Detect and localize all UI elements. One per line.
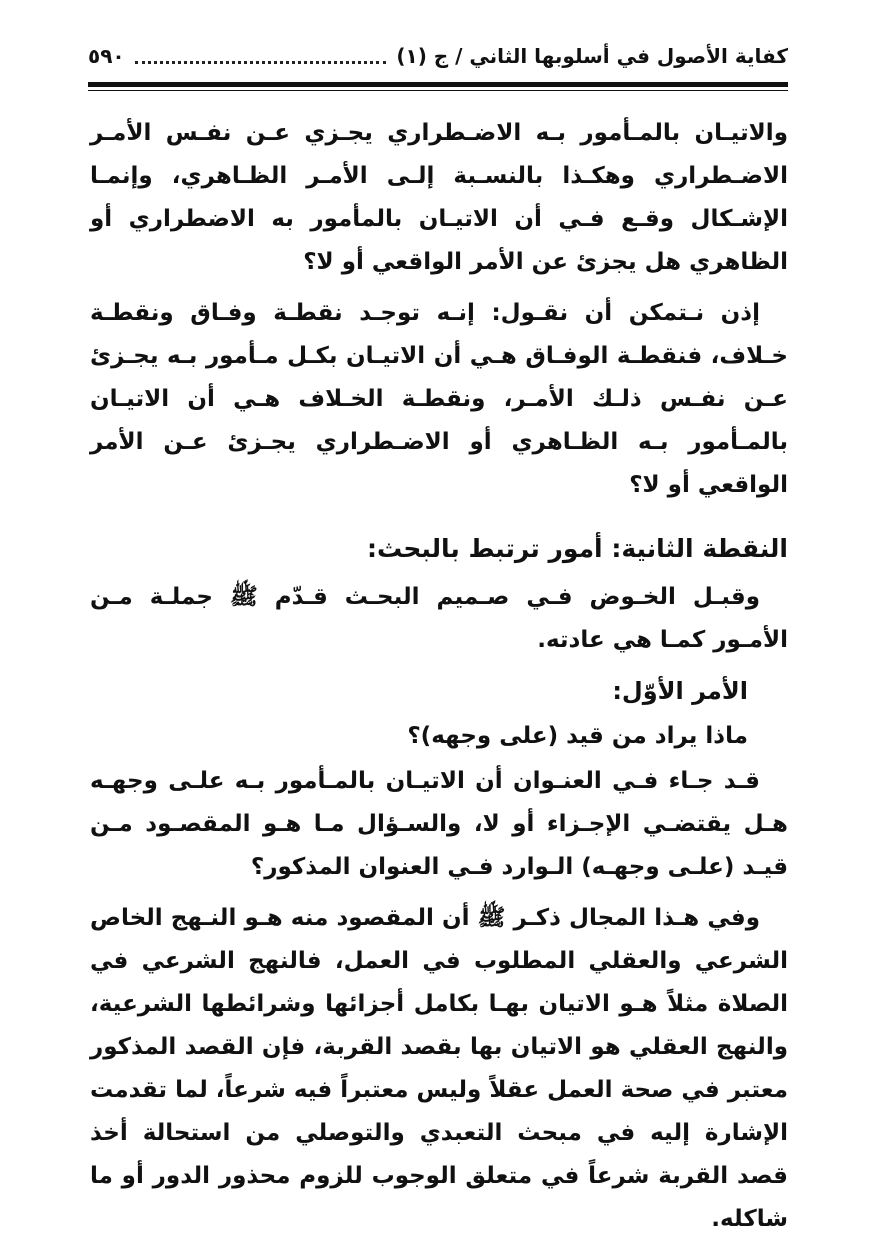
question-line: ماذا يراد من قيد (على وجهه)؟ [407,723,748,749]
header-rule-thin [88,90,788,91]
running-header [88,36,788,76]
page-number: ٥٩٠ [88,44,125,68]
paragraph-4: قـد جـاء فـي العنـوان أن الاتيـان بالمـأمور بـه علـى وجهـه هـل يقتضـي الإجـزاء أو لا، والسـؤال مـا هـو المقصـود مـن قيـد (علـى وجهـه) الـوارد فـي العنوان المذكور؟ [90,768,788,880]
paragraph-2: إذن نـتمكن أن نقـول: إنـه توجـد نقطـة وفـاق ونقطـة خـلاف، فنقطـة الوفـاق هـي أن الاتيـان بكـل مـأمور بـه يجـزئ عـن نفـس ذلـك الأمـر، ونقطـة الخـلاف هـي أن الاتيـان بالمـأمور بـه الظـاهري أو الاضـطراري يجـزئ عـن الأمر الواقعي أو لا؟ [90,300,788,498]
body-text [90,112,788,1249]
paragraph-1: والاتيـان بالمـأمور بـه الاضـطراري يجـزي عـن نفـس الأمـر الاضـطراري وهكـذا بالنسـبة إلـى الأمـر الظـاهري، وإنمـا الإشـكال وقـع فـي أن الاتيـان بالمأمور به الاضطراري أو الظاهري هل يجزئ عن الأمر الواقعي أو لا؟ [90,120,788,275]
subheading-first-matter: الأمر الأوّل: [612,677,748,705]
paragraph-3: وقبـل الخـوض فـي صـميم البحـث قـدّم ﷺ جملـة مـن الأمـور كمـا هي عادته. [90,584,788,653]
running-title: كفاية الأصول في أسلوبها الثاني / ج (١) [396,44,788,68]
section-heading: النقطة الثانية: أمور ترتبط بالبحث: [366,534,788,563]
dotted-leader [135,61,387,64]
paragraph-5: وفي هـذا المجال ذكـر ﷺ أن المقصود منه هـو النـهج الخاص الشرعي والعقلي المطلوب في العمل، فالنهج الشرعي في الصلاة مثلاً هـو الاتيان بهـا بكامل أجزائها وشرائطها الشرعية، والنهج العقلي هو الاتيان بها بقصد القربة، فإن القصد المذكور معتبر في صحة العمل عقلاً وليس معتبراً فيه شرعاً، لما تقدمت الإشارة إليه في مبحث التعبدي والتوصلي من استحالة أخذ قصد القربة شرعاً في متعلق الوجوب للزوم محذور الدور أو ما شاكله. [90,905,788,1232]
header-rule [88,82,788,87]
